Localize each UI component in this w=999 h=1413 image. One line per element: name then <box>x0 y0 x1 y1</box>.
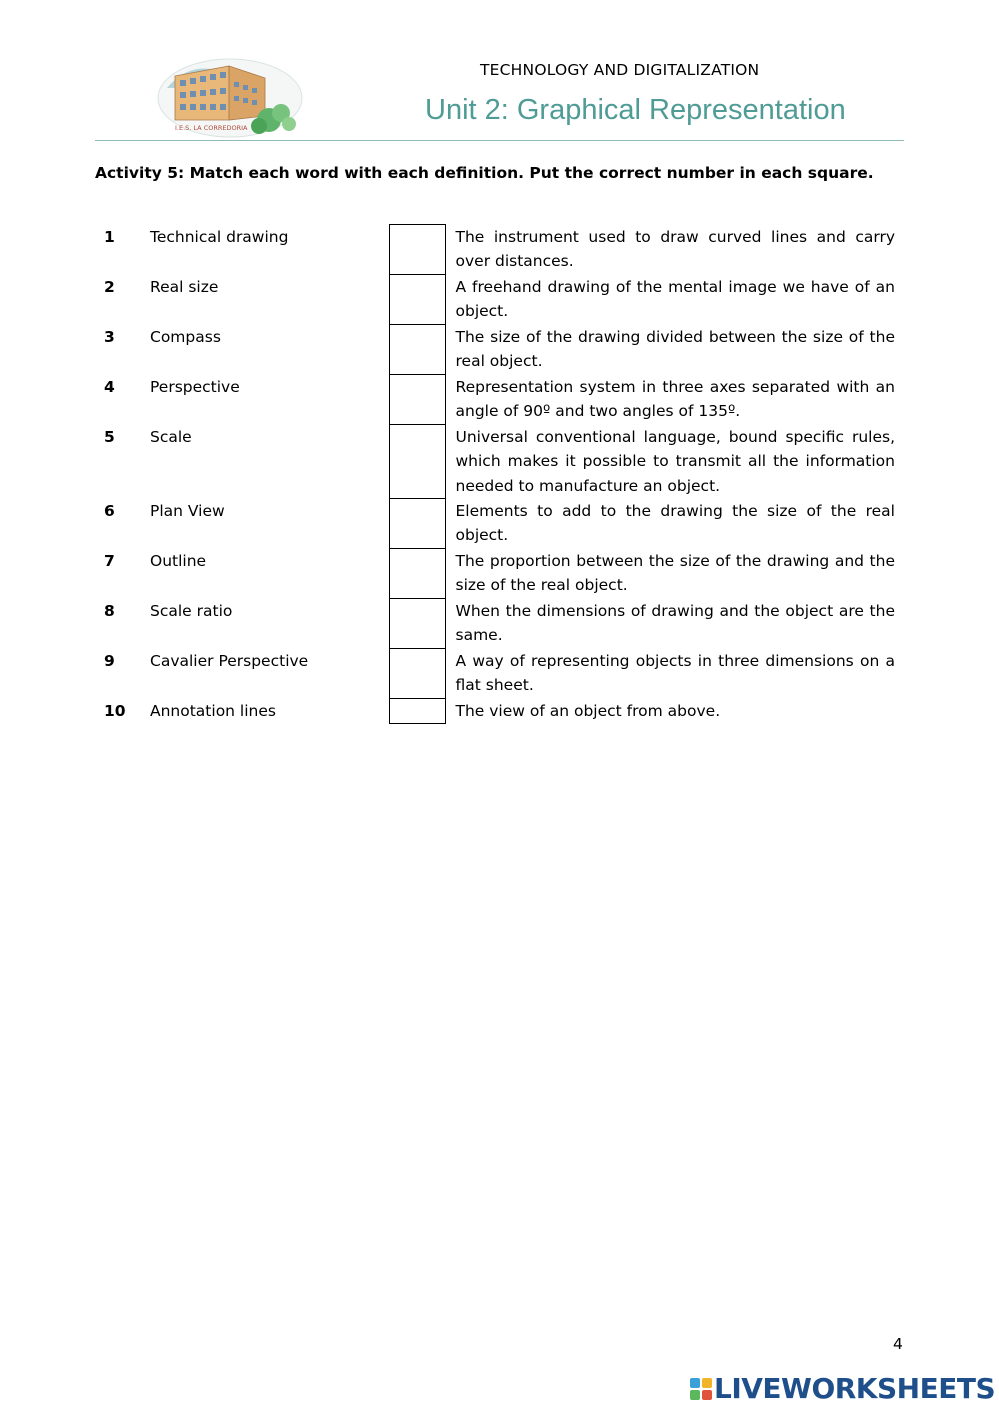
item-word: Scale <box>150 427 192 446</box>
item-word: Plan View <box>150 501 225 520</box>
matching-row <box>95 225 904 275</box>
item-definition: The size of the drawing divided between the size of the real object. <box>455 327 895 371</box>
answer-box[interactable] <box>389 549 445 599</box>
activity-instructions: Activity 5: Match each word with each definition. Put the correct number in each square. <box>95 164 874 182</box>
subject-heading: TECHNOLOGY AND DIGITALIZATION <box>480 61 760 79</box>
item-word: Perspective <box>150 377 240 396</box>
item-definition: A freehand drawing of the mental image we have of an object. <box>455 277 895 321</box>
answer-box[interactable] <box>389 325 445 375</box>
item-number: 4 <box>104 377 115 396</box>
school-logo <box>157 58 303 138</box>
answer-box[interactable] <box>389 649 445 699</box>
item-word: Scale ratio <box>150 601 233 620</box>
matching-row <box>95 699 904 724</box>
logo-caption: I.E.S. LA CORREDORIA <box>175 124 248 132</box>
answer-box[interactable] <box>389 499 445 549</box>
liveworksheets-logo-icon <box>690 1378 712 1400</box>
answer-box[interactable] <box>389 599 445 649</box>
item-definition: The proportion between the size of the drawing and the size of the real object. <box>455 551 895 595</box>
answer-box[interactable] <box>389 225 445 275</box>
header-divider <box>95 140 904 141</box>
liveworksheets-brand[interactable] <box>690 1372 996 1405</box>
answer-box[interactable] <box>389 275 445 325</box>
brand-text: LIVEWORKSHEETS <box>714 1372 996 1405</box>
matching-row <box>95 499 904 549</box>
item-number: 8 <box>104 601 115 620</box>
item-number: 1 <box>104 227 115 246</box>
item-number: 6 <box>104 501 115 520</box>
item-definition: Elements to add to the drawing the size of the real object. <box>455 501 895 545</box>
matching-row <box>95 599 904 649</box>
item-word: Real size <box>150 277 219 296</box>
item-definition: A way of representing objects in three dimensions on a flat sheet. <box>455 651 895 695</box>
matching-table <box>95 224 904 724</box>
item-definition: When the dimensions of drawing and the object are the same. <box>455 601 895 645</box>
item-number: 10 <box>104 701 126 720</box>
item-word: Compass <box>150 327 221 346</box>
matching-row <box>95 275 904 325</box>
matching-row <box>95 549 904 599</box>
matching-row <box>95 425 904 499</box>
page-number: 4 <box>893 1335 903 1353</box>
matching-row <box>95 649 904 699</box>
item-word: Cavalier Perspective <box>150 651 309 670</box>
matching-row <box>95 375 904 425</box>
answer-box[interactable] <box>389 425 445 499</box>
item-word: Annotation lines <box>150 701 276 720</box>
answer-box[interactable] <box>389 699 445 724</box>
item-definition: Universal conventional language, bound specific rules, which makes it possible to transmit all the information needed to manufacture an object. <box>455 427 895 495</box>
item-number: 3 <box>104 327 115 346</box>
item-number: 5 <box>104 427 115 446</box>
matching-row <box>95 325 904 375</box>
item-definition: The view of an object from above. <box>455 701 721 720</box>
item-number: 9 <box>104 651 115 670</box>
item-word: Outline <box>150 551 207 570</box>
item-definition: Representation system in three axes separated with an angle of 90º and two angles of 135º. <box>455 377 895 421</box>
unit-title: Unit 2: Graphical Representation <box>425 94 846 126</box>
item-number: 2 <box>104 277 115 296</box>
item-definition: The instrument used to draw curved lines and carry over distances. <box>455 227 895 271</box>
answer-box[interactable] <box>389 375 445 425</box>
item-word: Technical drawing <box>150 227 289 246</box>
item-number: 7 <box>104 551 115 570</box>
